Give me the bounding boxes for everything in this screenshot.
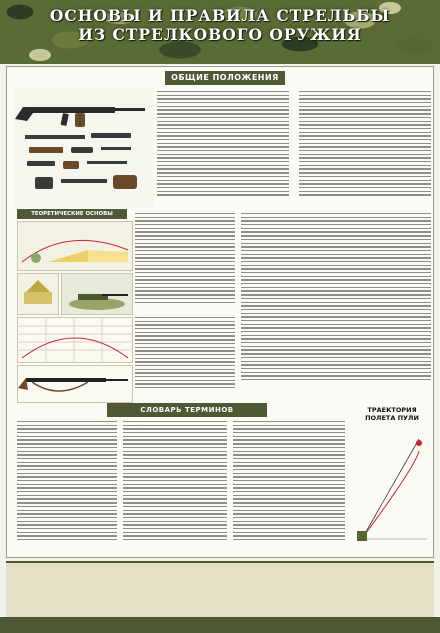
- trajectory-diagram: [353, 427, 433, 553]
- page-title: [28, 6, 412, 44]
- ballistics-figure: [17, 221, 133, 271]
- theory-text-block: [135, 213, 235, 313]
- trajectory-table: [17, 317, 133, 363]
- section-heading-theory: ТЕОРЕТИЧЕСКИЕ ОСНОВЫ: [17, 209, 127, 219]
- section-heading-general: ОБЩИЕ ПОЛОЖЕНИЯ: [165, 71, 285, 85]
- glossary-column-1: [17, 421, 117, 553]
- middle-text-block: [135, 317, 235, 401]
- camouflage-header: [0, 0, 440, 64]
- footer-bar: [0, 617, 440, 633]
- bottom-band: [6, 561, 434, 619]
- page-title-line-2: ИЗ СТРЕЛКОВОГО ОРУЖИЯ: [78, 25, 362, 44]
- general-text-block: [157, 91, 431, 207]
- sight-diagram: [17, 273, 59, 315]
- trajectory-title-line-1: ТРАЕКТОРИЯ: [367, 406, 417, 414]
- page-title-line-1: ОСНОВЫ И ПРАВИЛА СТРЕЛЬБЫ: [49, 6, 391, 25]
- glossary-column-3: [233, 421, 345, 553]
- trajectory-title-line-2: ПОЛЕТА ПУЛИ: [365, 414, 419, 422]
- glossary-column-2: [123, 421, 227, 553]
- content-panel: [6, 66, 434, 558]
- shooter-figure: [61, 273, 133, 315]
- rifle-with-sling-figure: [17, 365, 133, 403]
- trajectory-title: [353, 406, 431, 422]
- rifle-parts-illustration: [15, 89, 153, 207]
- right-text-block: [241, 213, 431, 401]
- section-heading-glossary: СЛОВАРЬ ТЕРМИНОВ: [107, 403, 267, 417]
